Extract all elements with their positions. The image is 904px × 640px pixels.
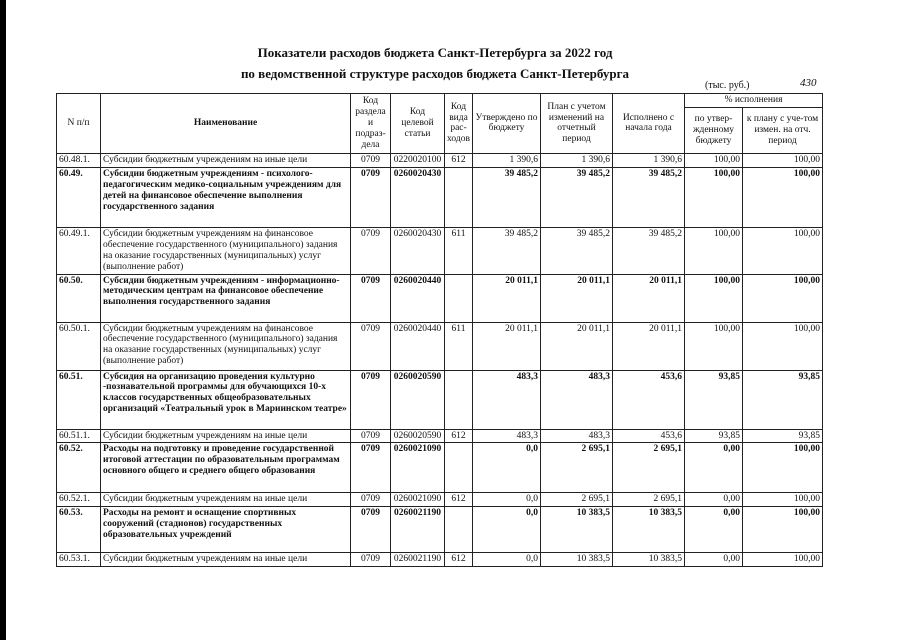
cell-target: 0260020440 — [391, 322, 445, 370]
table-body — [57, 153, 823, 566]
cell-pct-approved: 0,00 — [685, 553, 743, 567]
cell-approved: 0,0 — [473, 507, 541, 553]
cell-approved: 39 485,2 — [473, 167, 541, 227]
cell-approved: 20 011,1 — [473, 322, 541, 370]
table-row — [57, 553, 823, 567]
cell-pct-approved: 93,85 — [685, 429, 743, 443]
cell-num: 60.50.1. — [57, 322, 101, 370]
cell-plan: 10 383,5 — [541, 507, 613, 553]
header-plan: План с учетом изменений на отчетный период — [541, 94, 613, 154]
table-row — [57, 429, 823, 443]
cell-executed: 453,6 — [613, 429, 685, 443]
cell-type: 612 — [445, 553, 473, 567]
table-row — [57, 153, 823, 167]
cell-type — [445, 443, 473, 493]
cell-name: Субсидия на организацию проведения культурно -познавательной программы для обучающихся 10-х классов государственных общеобразовательных организаций «Театральный урок в Мариинском театре» — [101, 370, 351, 429]
document-title: Показатели расходов бюджета Санкт-Петербурга за 2022 год — [257, 45, 613, 60]
cell-type — [445, 167, 473, 227]
cell-type: 612 — [445, 153, 473, 167]
scan-edge — [0, 0, 6, 640]
table-row — [57, 443, 823, 493]
cell-name: Расходы на подготовку и проведение государственной итоговой аттестации по образовательным программам основного общего и среднего общего образования — [101, 443, 351, 493]
cell-num: 60.52. — [57, 443, 101, 493]
cell-target: 0220020100 — [391, 153, 445, 167]
header-percent-group: % исполнения — [685, 94, 823, 108]
cell-pct-plan: 100,00 — [743, 443, 823, 493]
cell-type — [445, 370, 473, 429]
cell-name: Расходы на ремонт и оснащение спортивных сооружений (стадионов) государственных образовательных учреждений — [101, 507, 351, 553]
table-row — [57, 322, 823, 370]
cell-name: Субсидии бюджетным учреждениям на финансовое обеспечение государственного (муниципального) задания на оказание государственных (муниципальных) услуг (выполнение работ) — [101, 227, 351, 274]
table-row — [57, 493, 823, 507]
cell-pct-approved: 100,00 — [685, 322, 743, 370]
expenses-table — [56, 93, 823, 567]
cell-section: 0709 — [351, 553, 391, 567]
cell-pct-plan: 100,00 — [743, 167, 823, 227]
cell-target: 0260021190 — [391, 553, 445, 567]
header-type: Код вида рас-ходов — [445, 94, 473, 154]
cell-target: 0260021090 — [391, 443, 445, 493]
cell-num: 60.49. — [57, 167, 101, 227]
cell-pct-plan: 100,00 — [743, 227, 823, 274]
table-row — [57, 167, 823, 227]
header-pct-approved: по утвер-жденному бюджету — [685, 107, 743, 153]
cell-pct-approved: 100,00 — [685, 153, 743, 167]
cell-plan: 1 390,6 — [541, 153, 613, 167]
cell-pct-approved: 0,00 — [685, 493, 743, 507]
cell-pct-plan: 93,85 — [743, 370, 823, 429]
page-number: 430 — [800, 77, 817, 89]
cell-section: 0709 — [351, 322, 391, 370]
document-subtitle: по ведомственной структуре расходов бюджета Санкт-Петербурга — [240, 66, 630, 81]
cell-num: 60.51. — [57, 370, 101, 429]
cell-executed: 10 383,5 — [613, 507, 685, 553]
cell-approved: 0,0 — [473, 493, 541, 507]
table-row — [57, 274, 823, 322]
cell-executed: 453,6 — [613, 370, 685, 429]
cell-section: 0709 — [351, 493, 391, 507]
cell-name: Субсидии бюджетным учреждениям на финансовое обеспечение государственного (муниципального) задания на оказание государственных (муниципальных) услуг (выполнение работ) — [101, 322, 351, 370]
cell-type — [445, 274, 473, 322]
cell-type: 612 — [445, 493, 473, 507]
header-pct-plan: к плану с уче-том измен. на отч. период — [743, 107, 823, 153]
cell-pct-plan: 100,00 — [743, 274, 823, 322]
cell-approved: 483,3 — [473, 370, 541, 429]
cell-name: Субсидии бюджетным учреждениям на иные цели — [101, 493, 351, 507]
cell-target: 0260021190 — [391, 507, 445, 553]
cell-plan: 483,3 — [541, 370, 613, 429]
cell-section: 0709 — [351, 227, 391, 274]
cell-executed: 2 695,1 — [613, 443, 685, 493]
cell-plan: 2 695,1 — [541, 493, 613, 507]
cell-pct-approved: 0,00 — [685, 507, 743, 553]
cell-target: 0260020590 — [391, 370, 445, 429]
header-approved: Утверждено по бюджету — [473, 94, 541, 154]
cell-pct-plan: 100,00 — [743, 322, 823, 370]
header-num: N п/п — [57, 94, 101, 154]
cell-section: 0709 — [351, 443, 391, 493]
cell-type — [445, 507, 473, 553]
cell-pct-plan: 100,00 — [743, 493, 823, 507]
header-name: Наименование — [101, 94, 351, 154]
cell-executed: 20 011,1 — [613, 274, 685, 322]
cell-section: 0709 — [351, 274, 391, 322]
cell-executed: 39 485,2 — [613, 227, 685, 274]
cell-section: 0709 — [351, 429, 391, 443]
cell-name: Субсидии бюджетным учреждениям на иные цели — [101, 429, 351, 443]
cell-num: 60.50. — [57, 274, 101, 322]
cell-pct-plan: 100,00 — [743, 507, 823, 553]
cell-pct-approved: 100,00 — [685, 167, 743, 227]
cell-target: 0260021090 — [391, 493, 445, 507]
cell-name: Субсидии бюджетным учреждениям - психолого-педагогическим медико-социальным учреждениям для детей на финансовое обеспечение выполнения государственного задания — [101, 167, 351, 227]
units-label: (тыс. руб.) — [705, 80, 750, 91]
cell-approved: 1 390,6 — [473, 153, 541, 167]
cell-plan: 483,3 — [541, 429, 613, 443]
cell-executed: 2 695,1 — [613, 493, 685, 507]
cell-pct-plan: 100,00 — [743, 553, 823, 567]
header-target: Код целевой статьи — [391, 94, 445, 154]
cell-approved: 20 011,1 — [473, 274, 541, 322]
cell-type: 611 — [445, 227, 473, 274]
cell-section: 0709 — [351, 370, 391, 429]
cell-name: Субсидии бюджетным учреждениям на иные цели — [101, 553, 351, 567]
cell-executed: 39 485,2 — [613, 167, 685, 227]
cell-name: Субсидии бюджетным учреждениям - информационно-методическим центрам на финансовое обеспечение выполнения государственного задания — [101, 274, 351, 322]
cell-executed: 10 383,5 — [613, 553, 685, 567]
header-section: Код раздела и подраз-дела — [351, 94, 391, 154]
cell-pct-approved: 93,85 — [685, 370, 743, 429]
cell-type: 611 — [445, 322, 473, 370]
cell-target: 0260020430 — [391, 167, 445, 227]
cell-pct-plan: 93,85 — [743, 429, 823, 443]
cell-num: 60.51.1. — [57, 429, 101, 443]
cell-pct-approved: 0,00 — [685, 443, 743, 493]
table-row — [57, 370, 823, 429]
cell-pct-approved: 100,00 — [685, 274, 743, 322]
cell-approved: 0,0 — [473, 443, 541, 493]
cell-num: 60.53. — [57, 507, 101, 553]
cell-target: 0260020440 — [391, 274, 445, 322]
cell-section: 0709 — [351, 507, 391, 553]
cell-section: 0709 — [351, 153, 391, 167]
cell-num: 60.52.1. — [57, 493, 101, 507]
cell-type: 612 — [445, 429, 473, 443]
cell-plan: 10 383,5 — [541, 553, 613, 567]
cell-num: 60.49.1. — [57, 227, 101, 274]
table-row — [57, 227, 823, 274]
cell-executed: 20 011,1 — [613, 322, 685, 370]
cell-approved: 483,3 — [473, 429, 541, 443]
cell-pct-plan: 100,00 — [743, 153, 823, 167]
cell-executed: 1 390,6 — [613, 153, 685, 167]
cell-approved: 39 485,2 — [473, 227, 541, 274]
cell-num: 60.48.1. — [57, 153, 101, 167]
cell-plan: 39 485,2 — [541, 167, 613, 227]
cell-approved: 0,0 — [473, 553, 541, 567]
cell-section: 0709 — [351, 167, 391, 227]
header-executed: Исполнено с начала года — [613, 94, 685, 154]
cell-target: 0260020430 — [391, 227, 445, 274]
table-row — [57, 507, 823, 553]
cell-plan: 39 485,2 — [541, 227, 613, 274]
cell-plan: 20 011,1 — [541, 322, 613, 370]
cell-name: Субсидии бюджетным учреждениям на иные цели — [101, 153, 351, 167]
cell-pct-approved: 100,00 — [685, 227, 743, 274]
cell-target: 0260020590 — [391, 429, 445, 443]
cell-plan: 20 011,1 — [541, 274, 613, 322]
cell-plan: 2 695,1 — [541, 443, 613, 493]
cell-num: 60.53.1. — [57, 553, 101, 567]
